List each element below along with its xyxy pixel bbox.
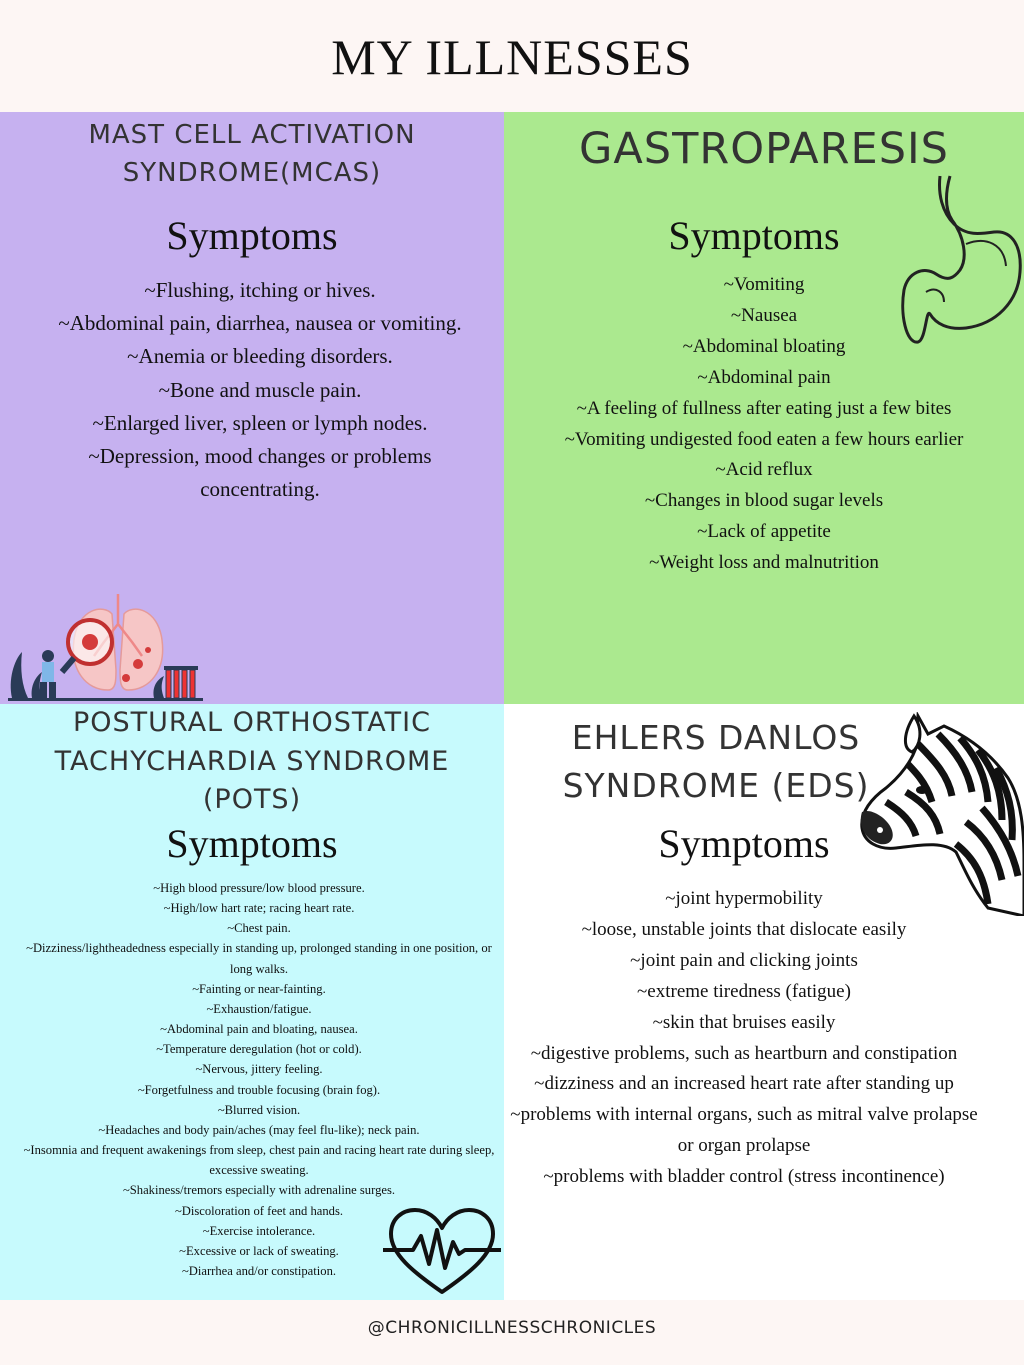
list-item: ~Vomiting undigested food eaten a few hours earlier [564, 428, 964, 450]
list-item: ~Exhaustion/fatigue. [206, 1001, 312, 1016]
list-item: ~joint pain and clicking joints [630, 949, 858, 971]
list-item: ~joint hypermobility [665, 888, 823, 909]
lungs-doctor-icon [8, 590, 203, 704]
mcas-symptom-list [50, 274, 470, 506]
list-item: ~A feeling of fullness after eating just a few bites [576, 397, 952, 419]
gastroparesis-title: GASTROPARESIS [579, 124, 949, 174]
list-item: ~skin that bruises easily [652, 1011, 836, 1033]
list-item: ~problems with bladder control (stress incontinence) [543, 1166, 945, 1188]
gastroparesis-panel [504, 112, 1024, 704]
mcas-title [20, 116, 484, 192]
list-item: ~Bone and muscle pain. [158, 377, 362, 402]
pots-title-line1: POSTURAL ORTHOSTATIC [72, 707, 431, 738]
heartbeat-icon [383, 1206, 501, 1298]
list-item: ~Temperature deregulation (hot or cold). [156, 1042, 362, 1057]
list-item: ~Shakiness/tremors especially with adrenaline surges. [122, 1183, 396, 1198]
list-item: ~Excessive or lack of sweating. [179, 1243, 339, 1258]
list-item: ~dizziness and an increased heart rate after standing up [534, 1073, 954, 1095]
eds-title-line2: SYNDROME (EDS) [562, 766, 870, 805]
list-item: ~Dizziness/lightheadedness especially in standing up, prolonged standing in one position, or long walks. [26, 941, 492, 976]
footer-handle: @CHRONICILLNESSCHRONICLES [367, 1318, 657, 1338]
list-item: ~Chest pain. [227, 921, 291, 936]
eds-symptom-list [504, 884, 984, 1193]
list-item: ~Vomiting [723, 274, 805, 295]
list-item: ~Insomnia and frequent awakenings from sleep, chest pain and racing heart rate during sleep, excessive sweating. [23, 1143, 495, 1178]
list-item: ~Abdominal pain [697, 366, 831, 388]
list-item: ~digestive problems, such as heartburn and constipation [530, 1042, 958, 1064]
list-item: ~Enlarged liver, spleen or lymph nodes. [92, 410, 428, 435]
list-item: ~Abdominal bloating [682, 335, 846, 357]
list-item: ~High blood pressure/low blood pressure. [153, 881, 365, 895]
list-item: ~Lack of appetite [697, 521, 831, 543]
header [0, 0, 1024, 112]
list-item: ~Discoloration of feet and hands. [174, 1203, 344, 1218]
list-item: ~Headaches and body pain/aches (may feel flu-like); neck pain. [98, 1122, 420, 1137]
eds-panel [504, 704, 1024, 1300]
list-item: ~Weight loss and malnutrition [649, 552, 879, 574]
mcas-title-line2: SYNDROME(MCAS) [122, 158, 382, 188]
list-item: ~Diarrhea and/or constipation. [181, 1263, 337, 1278]
list-item: ~Nervous, jittery feeling. [195, 1062, 323, 1077]
eds-title-line1: EHLERS DANLOS [571, 718, 861, 757]
list-item: ~loose, unstable joints that dislocate easily [581, 918, 907, 940]
list-item: ~Abdominal pain and bloating, nausea. [160, 1022, 358, 1037]
mcas-panel [0, 112, 504, 704]
stomach-icon [896, 174, 1024, 350]
gastroparesis-symptoms-heading: Symptoms [668, 213, 840, 258]
pots-title-line3: (POTS) [202, 784, 302, 815]
list-item: ~Depression, mood changes or problems concentrating. [88, 444, 432, 502]
list-item: ~Abdominal pain, diarrhea, nausea or vomiting. [58, 311, 462, 336]
list-item: ~extreme tiredness (fatigue) [637, 980, 851, 1002]
mcas-symptoms-heading: Symptoms [166, 213, 338, 258]
pots-symptoms-heading: Symptoms [166, 821, 338, 866]
list-item: ~Anemia or bleeding disorders. [127, 344, 393, 369]
list-item: ~Changes in blood sugar levels [644, 490, 884, 512]
zebra-icon [856, 712, 1024, 916]
pots-title [20, 704, 484, 820]
list-item: ~Exercise intolerance. [202, 1223, 316, 1238]
pots-title-line2: TACHYCHARDIA SYNDROME [54, 745, 450, 777]
list-item: ~Acid reflux [715, 459, 813, 481]
page-title: MY ILLNESSES [331, 29, 693, 85]
list-item: ~Blurred vision. [217, 1102, 301, 1117]
list-item: ~High/low hart rate; racing heart rate. [163, 901, 355, 916]
eds-symptoms-heading: Symptoms [658, 821, 830, 866]
list-item: ~Nausea [730, 304, 798, 326]
list-item: ~Forgetfulness and trouble focusing (brain fog). [137, 1082, 381, 1097]
list-item: ~problems with internal organs, such as mitral valve prolapse or organ prolapse [510, 1104, 978, 1157]
mcas-title-line1: MAST CELL ACTIVATION [88, 120, 416, 150]
list-item: ~Fainting or near-fainting. [192, 981, 326, 996]
eds-title [544, 714, 888, 810]
footer [0, 1300, 1024, 1365]
list-item: ~Flushing, itching or hives. [144, 278, 376, 302]
